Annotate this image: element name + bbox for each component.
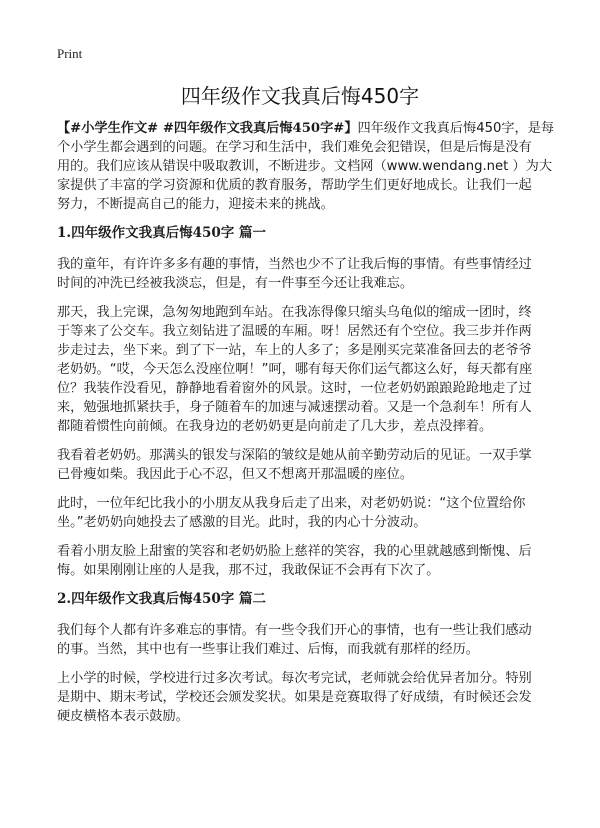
- text-line: 用的。我们应该从错误中吸取教训，不断进步。文档网（www.wendang.net ）为大: [57, 159, 553, 174]
- text-line: 老奶奶。“哎，今天怎么没座位啊！”呵，哪有每天你们运气都这么好，每天都有座: [57, 362, 533, 377]
- print-link[interactable]: Print: [57, 46, 83, 61]
- paragraph: [57, 542, 547, 580]
- text-line: 都随着惯性向前倾。在我身边的老奶奶更是向前走了几大步，差点没摔着。: [57, 419, 493, 434]
- text-line: 来，勉强地抓紧扶手，身子随着车的加速与减速摆动着。又是一个急刹车！所有人: [57, 400, 532, 415]
- text-line: 那天，我上完课，急匆匆地跑到车站。在我冻得像只缩头乌龟似的缩成一团时，终: [57, 305, 532, 320]
- section-heading: 1.四年级作文我真后悔450字 篇一: [57, 225, 266, 241]
- intro-tags: 【#小学生作文# #四年级作文我真后悔450字#】: [57, 121, 358, 136]
- paragraph: [57, 494, 547, 532]
- text-line: 此时，一位年纪比我小的小朋友从我身后走了出来，对老奶奶说：“这个位置给你: [57, 496, 526, 511]
- text-line: 看着小朋友脸上甜蜜的笑容和老奶奶脸上慈祥的笑容，我的心里就越感到惭愧、后: [57, 544, 532, 559]
- paragraph: [57, 669, 547, 726]
- text-line: 已骨瘦如柴。我因此于心不忍，但又不想离开那温暖的座位。: [57, 467, 414, 482]
- text-line: 家提供了丰富的学习资源和优质的教育服务，帮助学生们更好地成长。让我们一起: [57, 178, 532, 193]
- text-line: 上小学的时候，学校进行过多次考试。每次考完试，老师就会给优异者加分。特别: [57, 671, 532, 686]
- text-line: 悔。如果刚刚让座的人是我，那不过，我敢保证不会再有下次了。: [57, 563, 440, 578]
- text-line: 步走过去，坐下来。到了下一站，车上的人多了；多是刚买完菜准备回去的老爷爷: [57, 343, 532, 358]
- article-body: [57, 119, 555, 736]
- paragraph: [57, 255, 547, 293]
- text-line: 的事。当然，其中也有一些事让我们难过、后悔，而我就有那样的经历。: [57, 642, 479, 657]
- paragraph: [57, 621, 547, 659]
- text-line: 我看着老奶奶。那满头的银发与深陷的皱纹是她从前辛勤劳动后的见证。一双手掌: [57, 448, 532, 463]
- text-line: 坐。”老奶奶向她投去了感激的目光。此时，我的内心十分波动。: [57, 515, 427, 530]
- text-line: 硬皮横格本表示鼓励。: [57, 709, 189, 724]
- intro-line: [57, 119, 555, 138]
- text-line: 个小学生都会遇到的问题。在学习和生活中，我们难免会犯错误，但是后悔是没有: [57, 140, 532, 155]
- page-title: 四年级作文我真后悔450字: [180, 84, 420, 108]
- text-line: 努力，不断提高自己的能力，迎接未来的挑战。: [57, 197, 334, 212]
- text-line: 是期中、期末考试，学校还会颁发奖状。如果是竞赛取得了好成绩，有时候还会发: [57, 690, 532, 705]
- intro-paragraph: [57, 119, 555, 214]
- section-heading: 2.四年级作文我真后悔450字 篇二: [57, 591, 266, 607]
- text-line: 时间的冲洗已经被我淡忘，但是，有一件事至今还让我难忘。: [57, 276, 414, 291]
- paragraph: [57, 446, 547, 484]
- paragraph: [57, 303, 547, 436]
- intro-text: 四年级作文我真后悔450字，是每: [357, 121, 555, 136]
- text-line: 我们每个人都有许多难忘的事情。有一些令我们开心的事情，也有一些让我们感动: [57, 623, 532, 638]
- text-line: 位？我装作没看见，静静地看着窗外的风景。这时，一位老奶奶踉踉跄跄地走了过: [57, 381, 532, 396]
- text-line: 于等来了公交车。我立刻钻进了温暖的车厢。呀！居然还有个空位。我三步并作两: [57, 324, 532, 339]
- text-line: 我的童年，有许许多多有趣的事情，当然也少不了让我后悔的事情。有些事情经过: [57, 257, 532, 272]
